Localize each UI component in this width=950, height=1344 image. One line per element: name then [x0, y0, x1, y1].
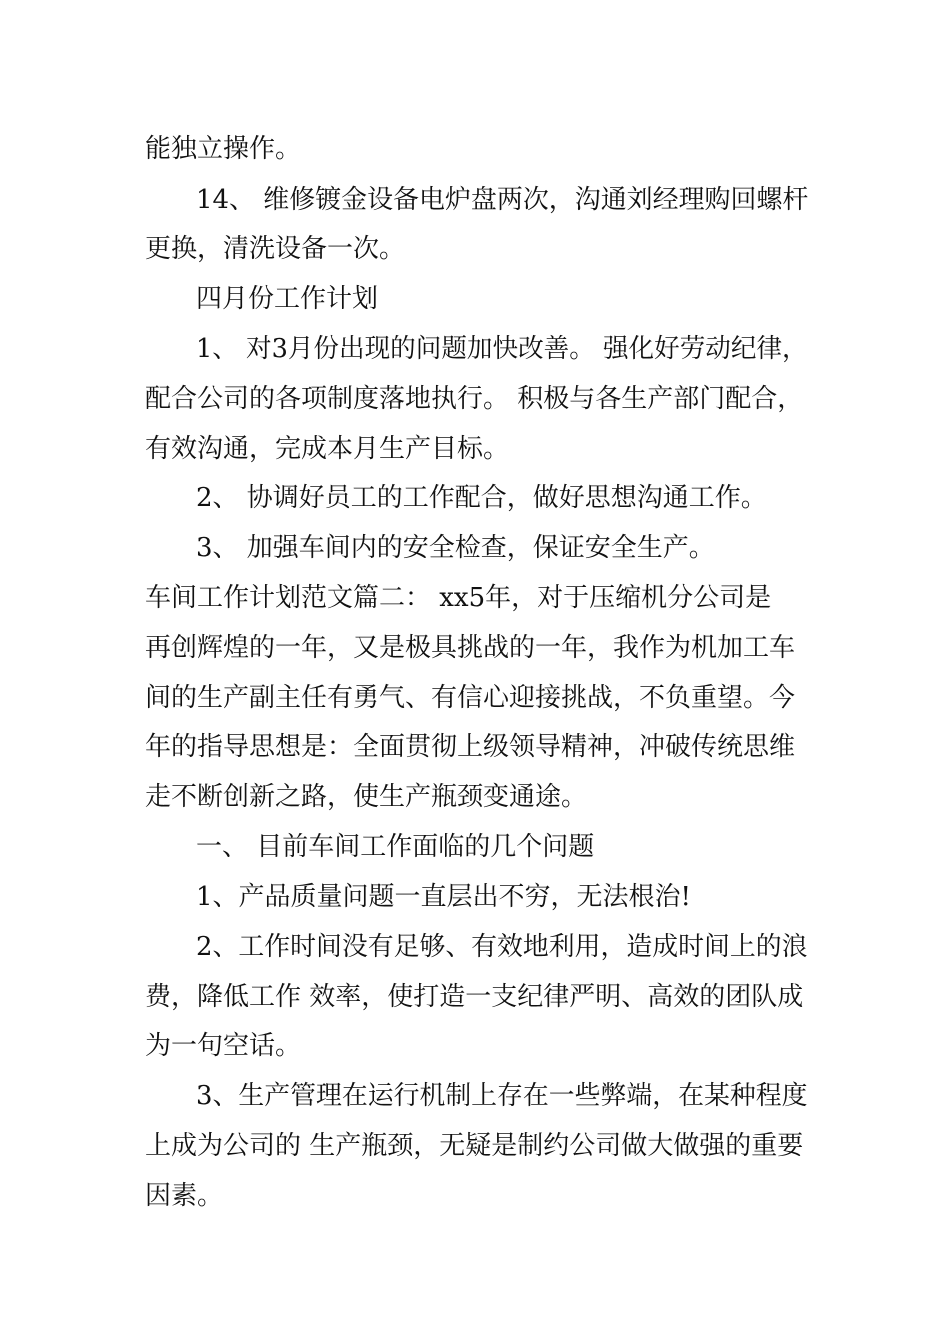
text-line: 走不断创新之路，使生产瓶颈变通途。: [145, 782, 588, 812]
text-line: 配合公司的各项制度落地执行。 积极与各生产部门配合，: [145, 384, 804, 414]
section-heading: 一、 目前车间工作面临的几个问题: [196, 832, 595, 862]
text-line: 1、 对3月份出现的问题加快改善。 强化好劳动纪律，: [196, 334, 808, 364]
text-line: 再创辉煌的一年，又是极具挑战的一年，我作为机加工车: [145, 633, 796, 663]
text-line: 年的指导思想是：全面贯彻上级领导精神，冲破传统思维: [145, 732, 796, 762]
text-line: 费，降低工作 效率，使打造一支纪律严明、高效的团队成: [145, 982, 804, 1012]
text-line: 2、 协调好员工的工作配合，做好思想沟通工作。: [196, 483, 767, 513]
text-line: 能独立操作。: [145, 134, 302, 164]
text-line: 2、工作时间没有足够、有效地利用，造成时间上的浪: [196, 932, 808, 962]
text-line: 因素。: [145, 1181, 224, 1211]
text-line: 有效沟通，完成本月生产目标。: [145, 434, 510, 464]
text-line: 间的生产副主任有勇气、有信心迎接挑战，不负重望。今: [145, 683, 796, 713]
text-line: 3、生产管理在运行机制上存在一些弊端，在某种程度: [196, 1081, 808, 1111]
text-line: 1、产品质量问题一直层出不穷，无法根治!: [196, 882, 691, 912]
text-line: 为一句空话。: [145, 1031, 302, 1061]
text-line: 车间工作计划范文篇二： xx5年，对于压缩机分公司是: [145, 583, 772, 613]
section-heading: 四月份工作计划: [196, 284, 379, 314]
text-line: 更换，清洗设备一次。: [145, 234, 406, 264]
text-line: 14、 维修镀金设备电炉盘两次，沟通刘经理购回螺杆: [196, 185, 809, 215]
text-line: 上成为公司的 生产瓶颈，无疑是制约公司做大做强的重要: [145, 1131, 804, 1161]
text-line: 3、 加强车间内的安全检查，保证安全生产。: [196, 533, 715, 563]
